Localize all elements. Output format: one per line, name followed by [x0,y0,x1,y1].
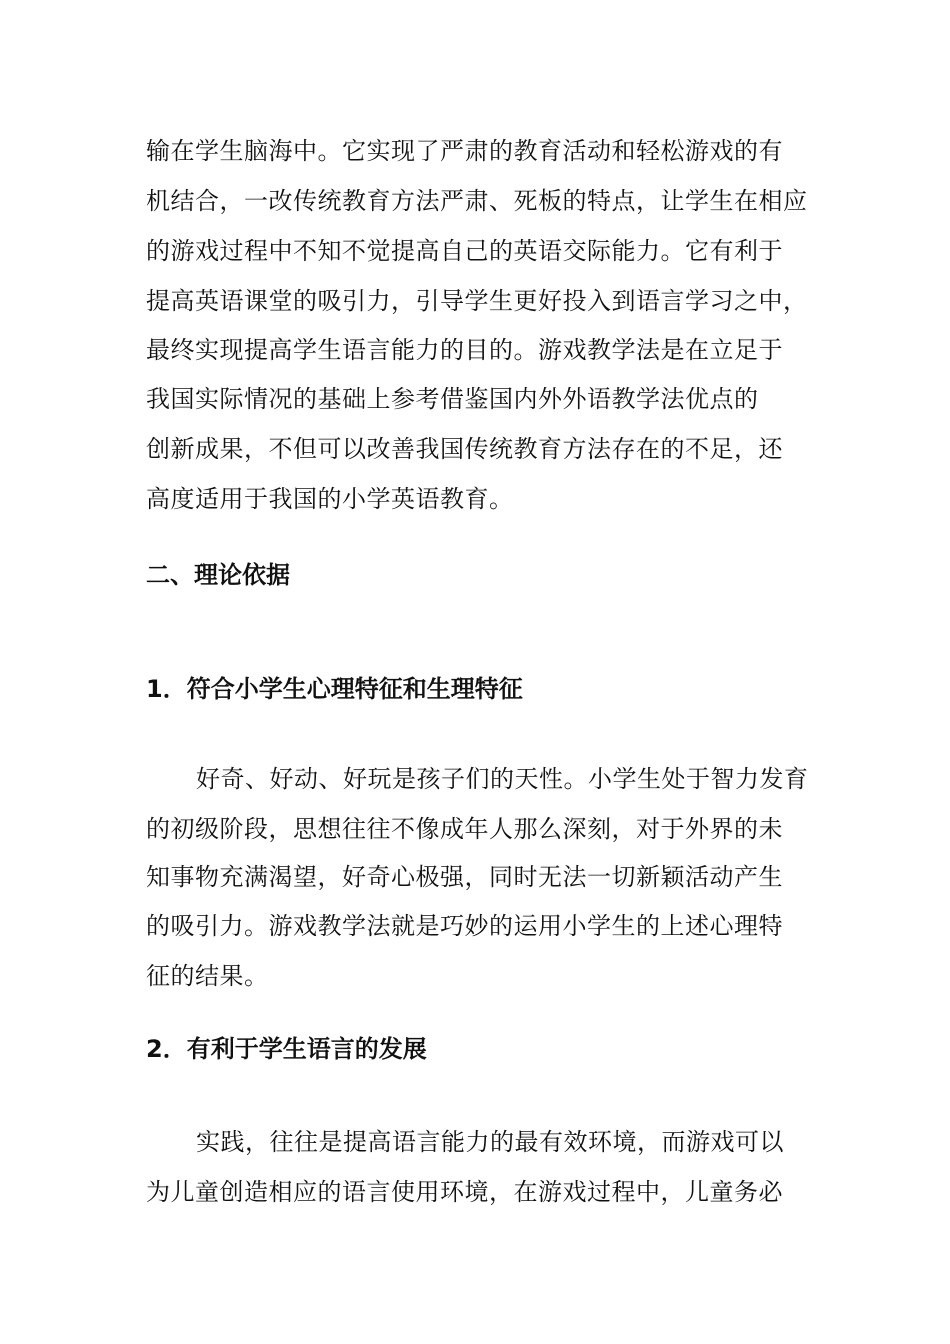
section-heading: 二、理论依据 [146,561,290,589]
subsection-1-heading: 1．符合小学生心理特征和生理特征 [146,675,523,703]
subsection-1-line-3: 知事物充满渴望，好奇心极强，同时无法一切新颖活动产生 [146,863,783,891]
paragraph-1-line-7: 创新成果，不但可以改善我国传统教育方法存在的不足，还 [146,435,783,463]
paragraph-1-line-8: 高度适用于我国的小学英语教育。 [146,485,514,513]
paragraph-1-line-3: 的游戏过程中不知不觉提高自己的英语交际能力。它有利于 [146,237,783,265]
paragraph-1-line-1: 输在学生脑海中。它实现了严肃的教育活动和轻松游戏的有 [146,137,783,165]
subsection-2-line-2: 为儿童创造相应的语言使用环境，在游戏过程中，儿童务必 [146,1178,783,1206]
paragraph-1-line-2: 机结合，一改传统教育方法严肃、死板的特点，让学生在相应 [146,187,808,215]
paragraph-1-line-4: 提高英语课堂的吸引力，引导学生更好投入到语言学习之中， [146,287,808,315]
subsection-2-line-1: 实践，往往是提高语言能力的最有效环境，而游戏可以 [196,1128,784,1156]
subsection-1-line-2: 的初级阶段，思想往往不像成年人那么深刻，对于外界的未 [146,815,783,843]
paragraph-1-line-5: 最终实现提高学生语言能力的目的。游戏教学法是在立足于 [146,336,783,364]
subsection-1-line-4: 的吸引力。游戏教学法就是巧妙的运用小学生的上述心理特 [146,912,783,940]
paragraph-1-line-6: 我国实际情况的基础上参考借鉴国内外外语教学法优点的 [146,385,759,413]
subsection-2-heading: 2．有利于学生语言的发展 [146,1035,427,1063]
subsection-1-line-5: 征的结果。 [146,962,269,990]
subsection-1-line-1: 好奇、好动、好玩是孩子们的天性。小学生处于智力发育 [196,765,809,793]
